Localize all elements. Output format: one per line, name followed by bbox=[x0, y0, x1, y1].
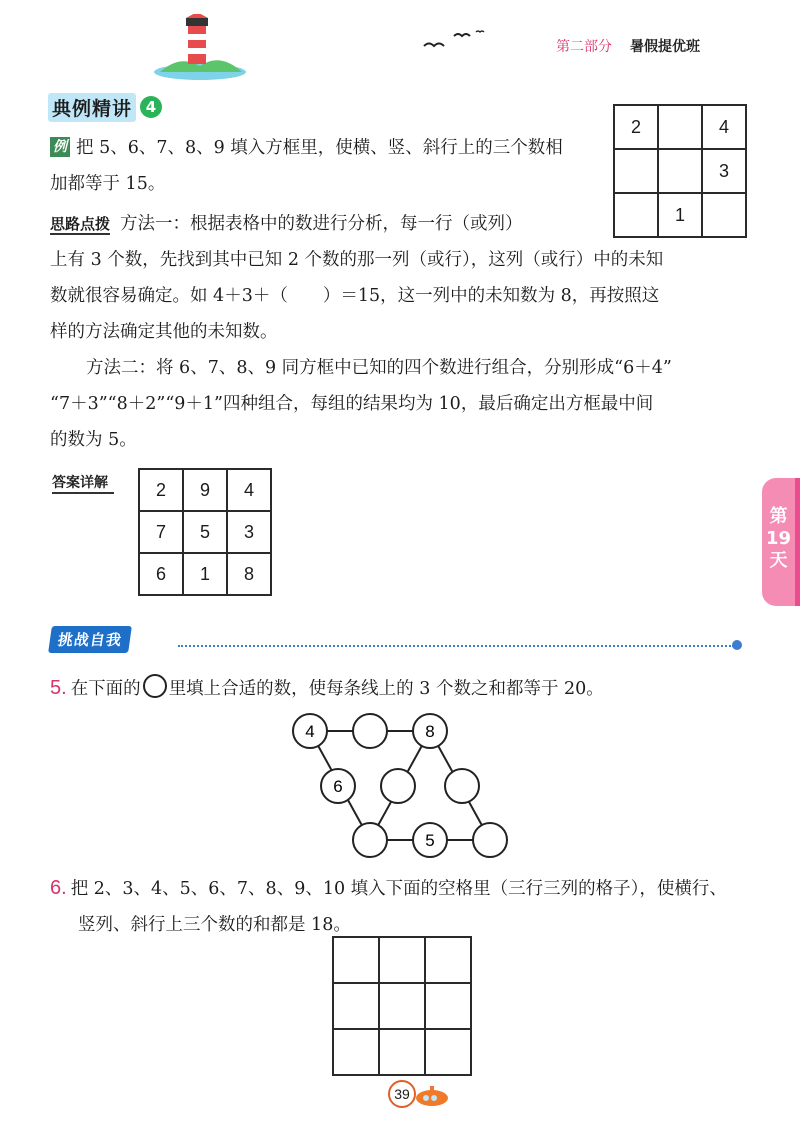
example-problem bbox=[50, 130, 605, 202]
q5-circle[interactable] bbox=[381, 769, 415, 803]
answer-grid-cell: 5 bbox=[183, 511, 227, 553]
hint-line4: 样的方法确定其他的未知数。 bbox=[50, 322, 278, 342]
answer-grid-cell: 4 bbox=[227, 469, 271, 511]
side-tab-line2: 19 bbox=[765, 528, 792, 549]
q6-grid-cell[interactable] bbox=[425, 937, 471, 983]
hint-line3: 数就很容易确定。如 4＋3＋（ ）＝15，这一列中的未知数为 8，再按照这 bbox=[50, 286, 660, 306]
circle-blank-icon bbox=[143, 674, 167, 698]
q5-circle[interactable] bbox=[353, 714, 387, 748]
answer-tag: 答案详解 bbox=[52, 472, 114, 494]
q6-grid-cell[interactable] bbox=[379, 1029, 425, 1075]
page-number: 39 bbox=[388, 1080, 416, 1108]
header-class-name: 暑假提优班 bbox=[630, 39, 700, 55]
q5-circle[interactable] bbox=[445, 769, 479, 803]
hint-line7: 的数为 5。 bbox=[50, 430, 137, 450]
hint-line1: 思路点拨 方法一：根据表格中的数进行分析，每一行（或列） bbox=[50, 214, 523, 234]
example-grid-cell: 2 bbox=[614, 105, 658, 149]
hint-line2: 上有 3 个数，先找到其中已知 2 个数的那一列（或行），这列（或行）中的未知 bbox=[50, 250, 664, 270]
q6-grid-cell[interactable] bbox=[425, 983, 471, 1029]
hint-tag: 思路点拨 bbox=[50, 215, 111, 233]
example-grid-cell bbox=[614, 149, 658, 193]
answer-grid-cell: 8 bbox=[227, 553, 271, 595]
q6-grid-cell[interactable] bbox=[379, 937, 425, 983]
q6-grid-cell[interactable] bbox=[333, 1029, 379, 1075]
q5-circle[interactable] bbox=[473, 823, 507, 857]
answer-grid-cell: 3 bbox=[227, 511, 271, 553]
example-heading-text: 典例精讲 bbox=[48, 93, 136, 122]
example-problem-line1: 例 把 5、6、7、8、9 填入方框里，使横、竖、斜行上的三个数相 bbox=[50, 130, 605, 166]
challenge-divider-end bbox=[732, 640, 742, 650]
example-heading bbox=[48, 92, 166, 122]
q5-triangle-diagram bbox=[280, 708, 520, 868]
side-tab-line3: 天 bbox=[769, 550, 788, 571]
side-tab-line1: 第 bbox=[769, 506, 788, 527]
example-grid-cell: 4 bbox=[702, 105, 746, 149]
answer-grid-cell: 7 bbox=[139, 511, 183, 553]
q6-grid bbox=[332, 936, 472, 1076]
q6-text bbox=[50, 870, 750, 943]
q5-circle-value: 5 bbox=[425, 831, 435, 850]
q6-grid-cell[interactable] bbox=[379, 983, 425, 1029]
submarine-icon bbox=[412, 1084, 452, 1108]
hint-line6: “7＋3”“8＋2”“9＋1”四种组合，每组的结果均为 10，最后确定出方框最中间 bbox=[50, 394, 654, 414]
q5-text: 5. 在下面的 里填上合适的数，使每条线上的 3 个数之和都等于 20。 bbox=[50, 670, 750, 707]
q6-grid-cell[interactable] bbox=[425, 1029, 471, 1075]
q6-number: 6. bbox=[50, 877, 67, 899]
example-grid-cell bbox=[658, 149, 702, 193]
lighthouse-illustration bbox=[150, 14, 250, 80]
answer-grid-cell: 2 bbox=[139, 469, 183, 511]
example-problem-line2: 加都等于 15。 bbox=[50, 174, 166, 194]
answer-grid-cell: 6 bbox=[139, 553, 183, 595]
q5-circle-value: 6 bbox=[333, 777, 343, 796]
q6-grid-cell[interactable] bbox=[333, 937, 379, 983]
answer-grid-cell: 9 bbox=[183, 469, 227, 511]
day-side-tab bbox=[762, 478, 800, 606]
q6-line1: 6. 把 2、3、4、5、6、7、8、9、10 填入下面的空格里（三行三列的格子），使横行、 bbox=[50, 877, 727, 899]
q6-grid-cell[interactable] bbox=[333, 983, 379, 1029]
birds-decoration bbox=[420, 28, 490, 52]
challenge-divider bbox=[178, 645, 734, 647]
q6-line2: 竖列、斜行上三个数的和都是 18。 bbox=[78, 915, 351, 935]
q5-circle-value: 8 bbox=[425, 722, 435, 741]
example-tag: 例 bbox=[50, 137, 70, 157]
example-heading-number: 4 bbox=[140, 96, 162, 118]
example-grid-cell: 3 bbox=[702, 149, 746, 193]
example-grid-cell bbox=[658, 105, 702, 149]
q5-circle-value: 4 bbox=[305, 722, 315, 741]
answer-grid bbox=[138, 468, 272, 596]
example-grid-cell: 1 bbox=[658, 193, 702, 237]
answer-grid-cell: 1 bbox=[183, 553, 227, 595]
q5-number: 5. bbox=[50, 677, 67, 699]
q5-circle[interactable] bbox=[353, 823, 387, 857]
header-section: 第二部分 bbox=[556, 39, 612, 55]
hint-block bbox=[50, 206, 740, 458]
challenge-tag: 挑战自我 bbox=[48, 626, 132, 653]
hint-line5: 方法二：将 6、7、8、9 同方框中已知的四个数进行组合，分别形成“6＋4” bbox=[86, 358, 672, 378]
